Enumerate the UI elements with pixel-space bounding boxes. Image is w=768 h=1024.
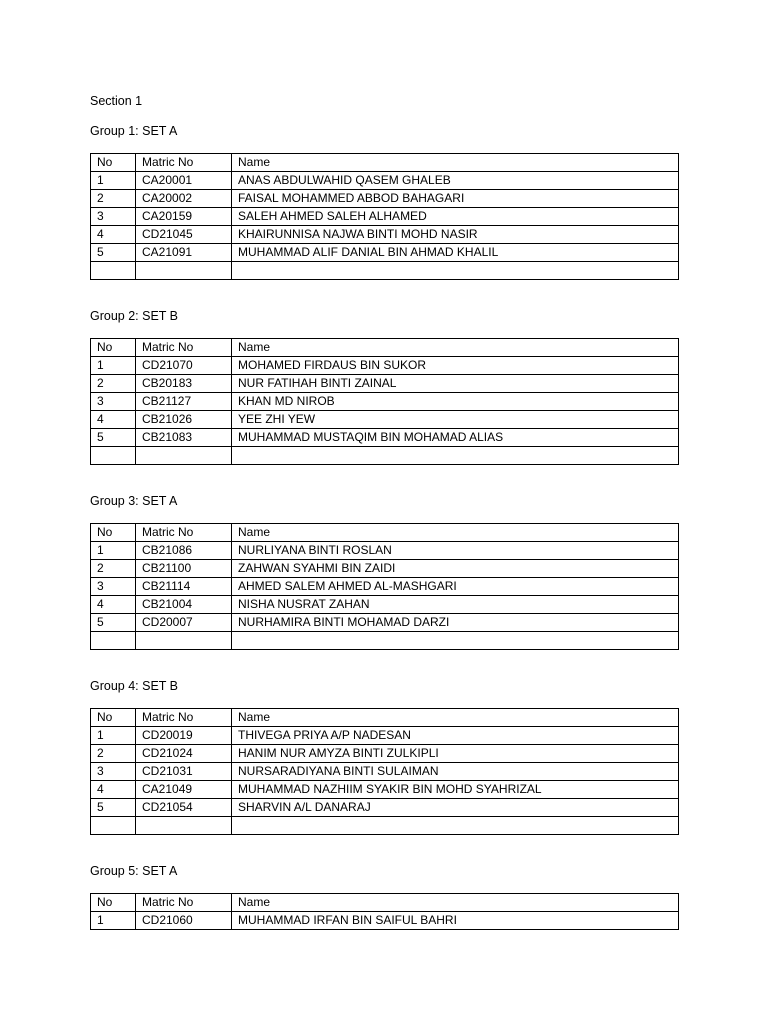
group-block [90,123,678,259]
row-number-cell: 4 [91,411,136,429]
table-row [91,429,679,447]
student-name-cell: MUHAMMAD IRFAN BIN SAIFUL BAHRI [232,912,679,930]
table-header-row [91,894,679,912]
matric-no-cell: CB21114 [136,578,232,596]
student-name-cell: NURHAMIRA BINTI MOHAMAD DARZI [232,614,679,632]
column-header-name: Name [232,154,679,172]
row-number-cell [91,262,136,280]
column-header-no: No [91,154,136,172]
table-row [91,614,679,632]
group-block [90,308,678,444]
matric-no-cell: CA21049 [136,781,232,799]
student-name-cell: NURLIYANA BINTI ROSLAN [232,542,679,560]
table-row [91,596,679,614]
matric-no-cell [136,447,232,465]
student-name-cell: SALEH AHMED SALEH ALHAMED [232,208,679,226]
matric-no-cell: CD20019 [136,727,232,745]
group-title: Group 4: SET B [90,679,179,693]
matric-no-cell [136,262,232,280]
student-name-cell: AHMED SALEM AHMED AL-MASHGARI [232,578,679,596]
group-block [90,863,678,927]
row-number-cell: 1 [91,357,136,375]
group-block [90,678,678,814]
column-header-no: No [91,894,136,912]
matric-no-cell: CA21091 [136,244,232,262]
table-header-row [91,709,679,727]
column-header-matric-no: Matric No [136,154,232,172]
student-name-cell: MUHAMMAD NAZHIIM SYAKIR BIN MOHD SYAHRIZAL [232,781,679,799]
student-name-cell: THIVEGA PRIYA A/P NADESAN [232,727,679,745]
table-row [91,375,679,393]
column-header-name: Name [232,339,679,357]
table-row [91,447,679,465]
student-name-cell [232,817,679,835]
row-number-cell: 1 [91,542,136,560]
table-row [91,781,679,799]
student-name-cell: KHAIRUNNISA NAJWA BINTI MOHD NASIR [232,226,679,244]
row-number-cell: 2 [91,190,136,208]
row-number-cell: 4 [91,596,136,614]
group-table [90,153,679,280]
row-number-cell: 1 [91,172,136,190]
table-row [91,542,679,560]
table-row [91,560,679,578]
student-name-cell: HANIM NUR AMYZA BINTI ZULKIPLI [232,745,679,763]
column-header-matric-no: Matric No [136,524,232,542]
student-name-cell: NURSARADIYANA BINTI SULAIMAN [232,763,679,781]
row-number-cell: 5 [91,429,136,447]
group-title: Group 5: SET A [90,864,178,878]
table-row [91,912,679,930]
column-header-name: Name [232,709,679,727]
student-name-cell: ZAHWAN SYAHMI BIN ZAIDI [232,560,679,578]
row-number-cell: 3 [91,208,136,226]
row-number-cell: 5 [91,799,136,817]
row-number-cell [91,447,136,465]
student-name-cell: KHAN MD NIROB [232,393,679,411]
matric-no-cell: CB21004 [136,596,232,614]
column-header-name: Name [232,524,679,542]
row-number-cell: 1 [91,912,136,930]
table-row [91,763,679,781]
group-table [90,708,679,835]
student-name-cell [232,632,679,650]
row-number-cell: 4 [91,781,136,799]
row-number-cell: 2 [91,375,136,393]
table-row [91,226,679,244]
student-name-cell: YEE ZHI YEW [232,411,679,429]
student-name-cell: MOHAMED FIRDAUS BIN SUKOR [232,357,679,375]
student-name-cell: SHARVIN A/L DANARAJ [232,799,679,817]
row-number-cell: 1 [91,727,136,745]
matric-no-cell: CD20007 [136,614,232,632]
column-header-name: Name [232,894,679,912]
matric-no-cell: CD21054 [136,799,232,817]
column-header-matric-no: Matric No [136,894,232,912]
student-name-cell [232,447,679,465]
matric-no-cell: CB21127 [136,393,232,411]
table-row [91,262,679,280]
matric-no-cell: CD21045 [136,226,232,244]
matric-no-cell: CA20001 [136,172,232,190]
matric-no-cell: CB21083 [136,429,232,447]
matric-no-cell [136,817,232,835]
group-title: Group 2: SET B [90,309,179,323]
table-row [91,244,679,262]
table-row [91,411,679,429]
table-header-row [91,524,679,542]
table-row [91,357,679,375]
table-row [91,817,679,835]
matric-no-cell [136,632,232,650]
group-table [90,338,679,465]
group-table [90,893,679,930]
matric-no-cell: CB20183 [136,375,232,393]
matric-no-cell: CD21070 [136,357,232,375]
group-title: Group 1: SET A [90,124,178,138]
matric-no-cell: CA20159 [136,208,232,226]
matric-no-cell: CD21024 [136,745,232,763]
group-title: Group 3: SET A [90,494,178,508]
matric-no-cell: CA20002 [136,190,232,208]
matric-no-cell: CB21100 [136,560,232,578]
table-row [91,745,679,763]
row-number-cell [91,817,136,835]
student-name-cell: ANAS ABDULWAHID QASEM GHALEB [232,172,679,190]
student-name-cell: MUHAMMAD MUSTAQIM BIN MOHAMAD ALIAS [232,429,679,447]
table-row [91,632,679,650]
column-header-no: No [91,709,136,727]
student-name-cell: MUHAMMAD ALIF DANIAL BIN AHMAD KHALIL [232,244,679,262]
table-row [91,190,679,208]
table-row [91,208,679,226]
matric-no-cell: CB21026 [136,411,232,429]
row-number-cell: 3 [91,763,136,781]
matric-no-cell: CD21031 [136,763,232,781]
column-header-no: No [91,524,136,542]
matric-no-cell: CD21060 [136,912,232,930]
row-number-cell: 3 [91,578,136,596]
row-number-cell: 4 [91,226,136,244]
student-name-cell: FAISAL MOHAMMED ABBOD BAHAGARI [232,190,679,208]
row-number-cell: 3 [91,393,136,411]
table-row [91,172,679,190]
matric-no-cell: CB21086 [136,542,232,560]
column-header-matric-no: Matric No [136,709,232,727]
row-number-cell [91,632,136,650]
table-row [91,727,679,745]
student-name-cell: NISHA NUSRAT ZAHAN [232,596,679,614]
row-number-cell: 2 [91,745,136,763]
table-row [91,799,679,817]
group-table [90,523,679,650]
table-header-row [91,339,679,357]
table-row [91,578,679,596]
group-block [90,493,678,629]
student-name-cell [232,262,679,280]
row-number-cell: 5 [91,614,136,632]
student-name-cell: NUR FATIHAH BINTI ZAINAL [232,375,679,393]
section-title: Section 1 [90,94,143,108]
row-number-cell: 2 [91,560,136,578]
column-header-no: No [91,339,136,357]
row-number-cell: 5 [91,244,136,262]
table-header-row [91,154,679,172]
table-row [91,393,679,411]
column-header-matric-no: Matric No [136,339,232,357]
